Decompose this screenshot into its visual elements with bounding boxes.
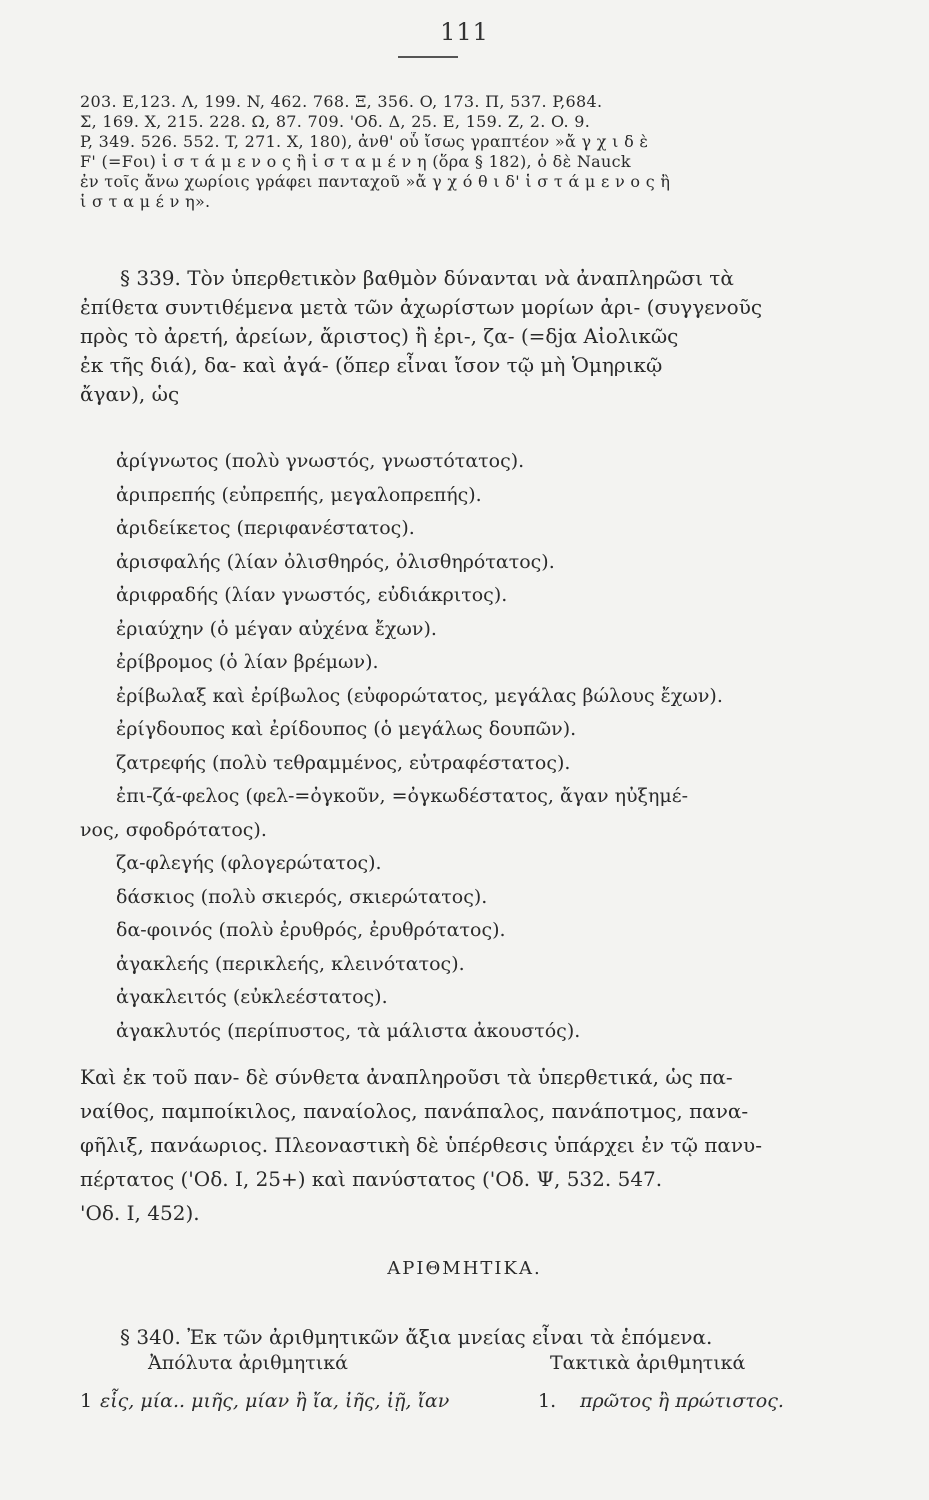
paragraph-340-line: § 340. Ἐκ τῶν ἀριθμητικῶν ἄξια μνείας εἶναι τὰ ἑπόμενα. <box>120 1325 713 1349</box>
references-block <box>80 92 820 212</box>
cardinal-column-header: Ἀπόλυτα ἀριθμητικά <box>148 1352 348 1374</box>
entry-line: ἀριφραδής (λίαν γνωστός, εὐδιάκριτος). <box>116 584 508 606</box>
closing-line: Καὶ ἐκ τοῦ παν- δὲ σύνθετα ἀναπληροῦσι τὰ ὑπερθετικά, ὡς πα- <box>80 1065 733 1089</box>
entry-line: νος, σφοδρότατος). <box>80 818 267 841</box>
paragraph-340 <box>80 1322 820 1352</box>
cardinal-number: 1 <box>80 1390 93 1412</box>
paragraph-339 <box>80 264 820 409</box>
entry-line: ζατρεφής (πολὺ τεθραμμένος, εὐτραφέστατος). <box>116 751 571 774</box>
entry-line: ἐπι-ζά-φελος (φελ-=ὀγκοῦν, =ὀγκωδέστατος, ἄγαν ηὐξημέ- <box>116 785 688 807</box>
entry-line: ἀρίγνωτος (πολὺ γνωστός, γνωστότατος). <box>116 450 525 472</box>
reference-line: F' (=Fοι) ἱ σ τ ά μ ε ν ο ς ἢ ἱ σ τ α μ έ ν η (ὅρα § 182), ὁ δὲ Nauck <box>80 152 631 171</box>
entry-line: ἀριπρεπής (εὐπρεπής, μεγαλοπρεπής). <box>116 483 482 506</box>
entry-line: ἀγακλειτός (εὐκλεέστατος). <box>116 986 388 1008</box>
entry-line: ἐριαύχην (ὁ μέγαν αὐχένα ἔχων). <box>116 617 437 640</box>
reference-line: ἱ σ τ α μ έ ν η». <box>80 192 211 211</box>
reference-line: P, 349. 526. 552. T, 271. X, 180), ἀνθ' οὗ ἴσως γραπτέον »ἄ γ χ ι δ ὲ <box>80 132 649 151</box>
entry-line: ἀριδείκετος (περιφανέστατος). <box>116 517 415 539</box>
page-number-rule <box>398 56 458 58</box>
closing-line: πέρτατος ('Οδ. I, 25+) καὶ πανύστατος ('Οδ. Ψ, 532. 547. <box>80 1167 663 1191</box>
closing-line: 'Οδ. I, 452). <box>80 1201 200 1225</box>
section-heading: ΑΡΙΘΜΗΤΙΚΑ. <box>387 1258 542 1279</box>
numeral-row <box>80 1390 820 1420</box>
entry-line: ἀγακλυτός (περίπυστος, τὰ μάλιστα ἀκουστός). <box>116 1019 581 1042</box>
closing-paragraph <box>80 1060 820 1230</box>
paragraph-line: ἐκ τῆς διά), δα- καὶ ἀγά- (ὅπερ εἶναι ἴσον τῷ μὴ Ὁμηρικῷ <box>80 353 663 377</box>
entry-line: ἐρίγδουπος καὶ ἐρίδουπος (ὁ μεγάλως δουπῶν). <box>116 718 577 740</box>
paragraph-line: ἐπίθετα συντιθέμενα μετὰ τῶν ἀχωρίστων μορίων ἀρι- (συγγενοῦς <box>80 295 763 319</box>
entry-line: δα-φοινός (πολὺ ἐρυθρός, ἐρυθρότατος). <box>116 919 506 941</box>
reference-line: Σ, 169. X, 215. 228. Ω, 87. 709. 'Οδ. Δ, 25. E, 159. Z, 2. O. 9. <box>80 112 591 131</box>
reference-line: 203. E,123. Λ, 199. N, 462. 768. Ξ, 356. O, 173. Π, 537. P,684. <box>80 92 603 111</box>
paragraph-line: πρὸς τὸ ἀρετή, ἀρείων, ἄριστος) ἢ ἐρι-, ζα- (=δjα Αἰολικῶς <box>80 324 679 348</box>
page-number: 111 <box>440 18 489 46</box>
entry-line: ἀγακλεής (περικλεής, κλεινότατος). <box>116 952 465 975</box>
ordinal-number: 1. <box>538 1390 557 1412</box>
closing-line: ναίθος, παμποίκιλος, παναίολος, πανάπαλος, πανάποτμος, πανα- <box>80 1099 749 1123</box>
entry-line: ἀρισφαλής (λίαν ὀλισθηρός, ὀλισθηρότατος). <box>116 550 555 573</box>
numeral-column-headers <box>80 1352 820 1382</box>
entry-line: ἐρίβρομος (ὁ λίαν βρέμων). <box>116 651 379 673</box>
reference-line: ἐν τοῖς ἄνω χωρίοις γράφει πανταχοῦ »ἄ γ χ ό θ ι δ' ἱ σ τ ά μ ε ν ο ς ἢ <box>80 172 671 191</box>
closing-line: φῆλιξ, πανάωριος. Πλεοναστικὴ δὲ ὑπέρθεσις ὑπάρχει ἐν τῷ πανυ- <box>80 1133 762 1157</box>
entry-line: ἐρίβωλαξ καὶ ἐρίβωλος (εὐφορώτατος, μεγάλας βώλους ἔχων). <box>116 684 723 707</box>
ordinal-column-header: Τακτικὰ ἀριθμητικά <box>550 1352 746 1374</box>
paragraph-line: ἄγαν), ὡς <box>80 382 180 406</box>
paragraph-line: § 339. Τὸν ὑπερθετικὸν βαθμὸν δύνανται νὰ ἀναπληρῶσι τὰ <box>120 266 734 290</box>
ordinal-forms: πρῶτος ἢ πρώτιστος. <box>580 1390 784 1412</box>
superlative-entries <box>80 445 820 1048</box>
cardinal-forms: εἷς, μία.. μιῆς, μίαν ἢ ἴα, ἰῆς, ἰῇ, ἴαν <box>100 1390 450 1412</box>
entry-line: δάσκιος (πολὺ σκιερός, σκιερώτατος). <box>116 885 488 908</box>
entry-line: ζα-φλεγής (φλογερώτατος). <box>116 852 382 874</box>
